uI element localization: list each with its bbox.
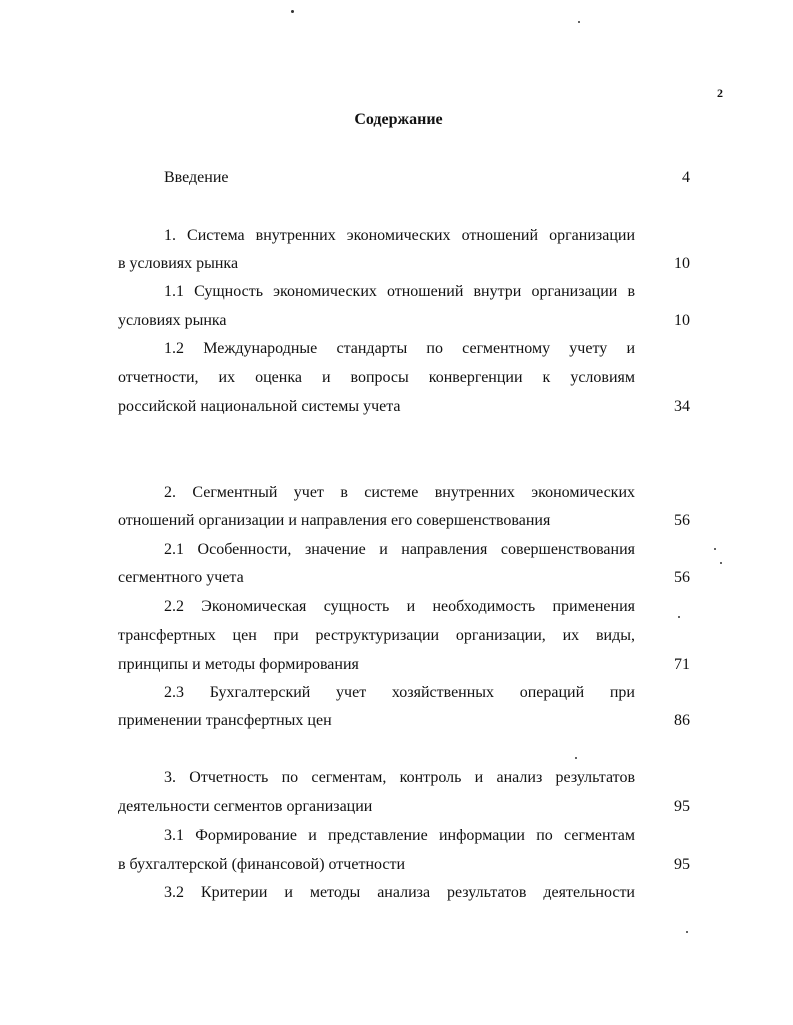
toc-s1-2-line3: российской национальной системы учета: [118, 398, 401, 415]
scan-speck: [714, 548, 716, 550]
scan-speck: [291, 10, 294, 13]
toc-s2-1-line2: сегментного учета: [118, 569, 244, 586]
toc-s1-2-line1: 1.2 Международные стандарты по сегментному учету и: [164, 340, 635, 357]
scan-speck: [678, 616, 680, 618]
page-number: 2: [717, 86, 723, 100]
toc-ch1-page: 10: [674, 255, 690, 272]
toc-s3-2-line1: 3.2 Критерии и методы анализа результатов деятельности: [164, 884, 635, 901]
toc-ch2-page: 56: [674, 512, 690, 529]
toc-s1-1-line1: 1.1 Сущность экономических отношений внутри организации в: [164, 283, 635, 300]
toc-s2-2-line3: принципы и методы формирования: [118, 656, 359, 673]
page-title: Содержание: [354, 111, 443, 128]
toc-ch3-line1: 3. Отчетность по сегментам, контроль и анализ результатов: [164, 769, 635, 786]
toc-s2-3-page: 86: [674, 712, 690, 729]
toc-s1-1-line2: условиях рынка: [118, 312, 227, 329]
toc-s2-1-line1: 2.1 Особенности, значение и направления совершенствования: [164, 541, 635, 558]
toc-s3-1-line1: 3.1 Формирование и представление информации по сегментам: [164, 827, 635, 844]
toc-ch3-line2: деятельности сегментов организации: [118, 798, 373, 815]
toc-ch2-line1: 2. Сегментный учет в системе внутренних экономических: [164, 484, 635, 501]
toc-s3-1-line2: в бухгалтерской (финансовой) отчетности: [118, 856, 406, 873]
toc-ch1-line2: в условиях рынка: [118, 255, 239, 272]
toc-s2-1-page: 56: [674, 569, 690, 586]
toc-ch2-line2: отношений организации и направления его совершенствования: [118, 512, 551, 529]
toc-s1-2-page: 34: [674, 398, 690, 415]
scan-speck: [575, 757, 577, 759]
toc-s2-3-line2: применении трансфертных цен: [118, 712, 332, 729]
toc-ch1-line1: 1. Система внутренних экономических отношений организации: [164, 227, 635, 244]
toc-s2-2-line2: трансфертных цен при реструктуризации организации, их виды,: [118, 627, 635, 644]
scan-speck: [578, 21, 580, 23]
toc-s2-2-line1: 2.2 Экономическая сущность и необходимость применения: [164, 598, 635, 615]
toc-s1-2-line2: отчетности, их оценка и вопросы конвергенции к условиям: [118, 369, 635, 386]
toc-intro-page: 4: [682, 169, 690, 186]
toc-ch3-page: 95: [674, 798, 690, 815]
toc-s2-2-page: 71: [674, 656, 690, 673]
toc-intro-label: Введение: [164, 169, 229, 186]
toc-s3-1-page: 95: [674, 856, 690, 873]
scan-speck: [686, 931, 688, 933]
toc-s1-1-page: 10: [674, 312, 690, 329]
scan-speck: [720, 562, 722, 564]
toc-s2-3-line1: 2.3 Бухгалтерский учет хозяйственных операций при: [164, 684, 635, 701]
